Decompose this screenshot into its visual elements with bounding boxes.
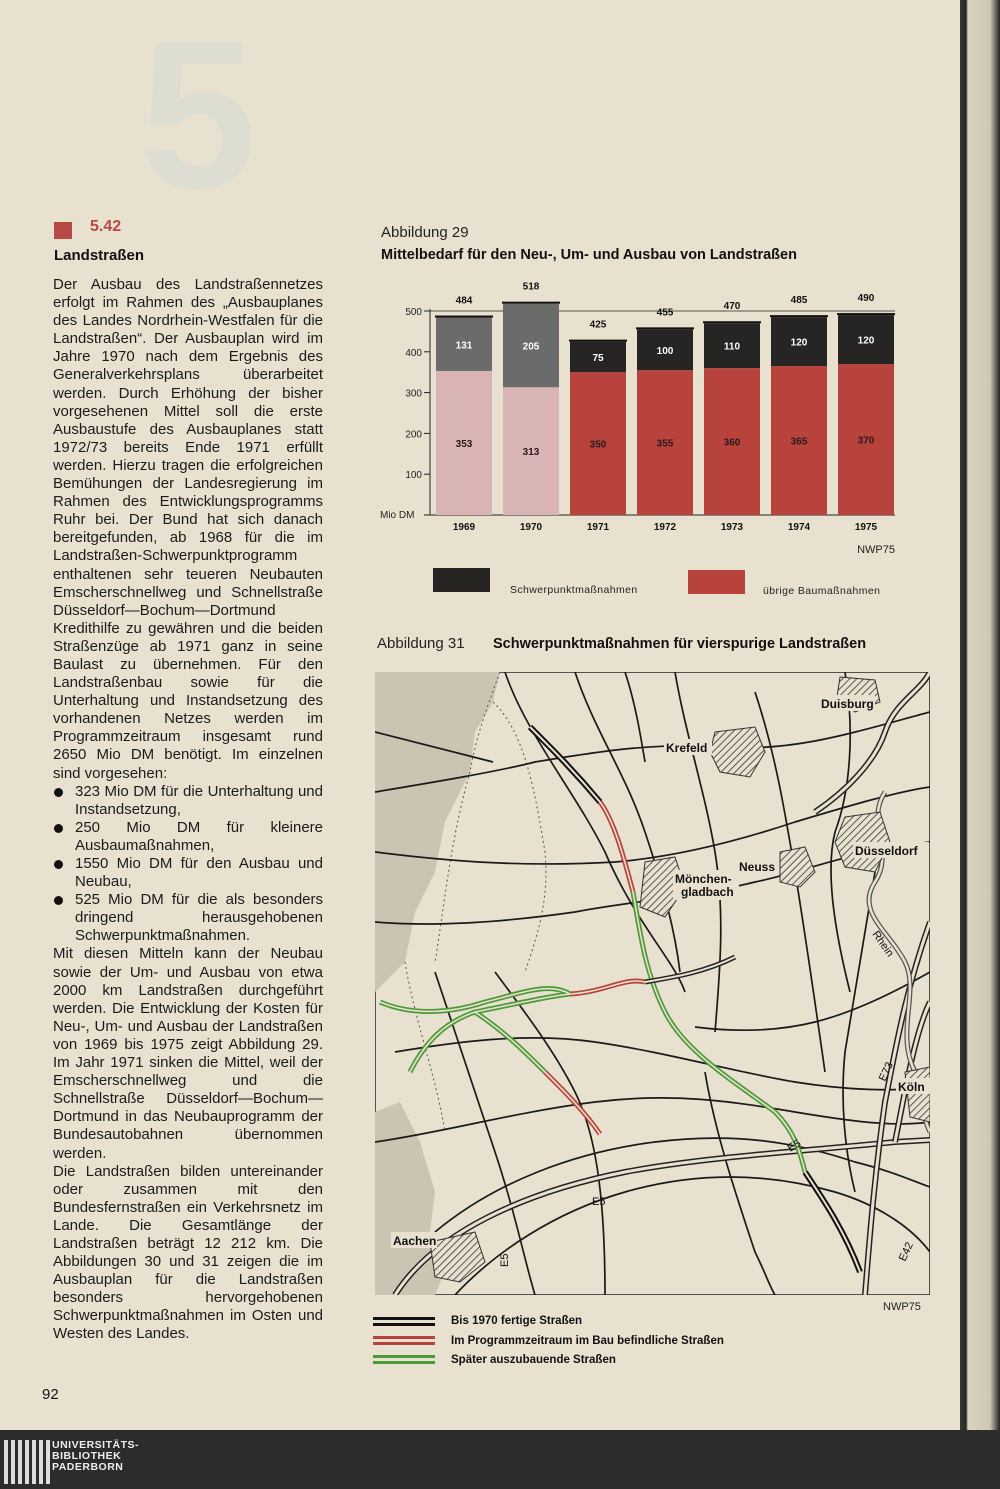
road-label-e73: E73 <box>876 1060 896 1084</box>
bar-top-edge <box>435 316 493 318</box>
data-label-schwerpunkt: 205 <box>522 341 540 353</box>
legend-swatch-schwerpunkt <box>433 568 490 592</box>
category-label: 1970 <box>519 522 543 533</box>
category-label: 1971 <box>586 522 610 533</box>
legend-built: Bis 1970 fertige Straßen <box>451 1315 583 1327</box>
legend-line-planned <box>373 1355 435 1364</box>
river-label: Rhein <box>869 928 896 960</box>
paragraph: Mit diesen Mitteln kann der Neubau sowie der Um- und Ausbau von etwa 2000 km Landstraßen durchgeführt werden. Die Entwicklung der Kosten für Neu-, Um- und Ausbau der Landstraßen von 1969 bis 1975 zeigt Abbildung 29. Im Jahr 1971 sinken die Mittel, weil der Emscherschnellweg und die Schnellstraße Düsseldorf—Bochum—Dortmund in das Neubauprogramm der Bundesautobahnen übernommen werden. <box>53 945 323 1162</box>
y-tick-label: 100 <box>405 470 422 482</box>
data-label-schwerpunkt: 131 <box>455 340 473 352</box>
map-source: NWP75 <box>883 1301 921 1313</box>
total-label: 485 <box>790 295 808 307</box>
figure29-title: Mittelbedarf für den Neu-, Um- und Ausbau von Landstraßen <box>381 247 797 263</box>
paragraph: Der Ausbau des Landstraßennetzes erfolgt im Rahmen des „Ausbauplanes des Landes Nordrhein-Westfalen für die Landstraßen“. Der Ausbauplan wird im Jahre 1970 nach dem Ergebnis des Generalverkehrsplans überarbeitet werden. Durch Erhöhung der bisher vorgesehenen Mittel soll die erste Ausbaustufe des Ausbauplanes statt 1972/73 bereits Ende 1971 erfüllt werden. Hierzu tragen die erfolgreichen Bemühungen der Landesregierung im Rahmen des Entwicklungsprogramms Ruhr bei. Der Bund hat sich danach bereitgefunden, ab 1968 für die im Landstraßen-Schwerpunktprogramm enthaltenen sehr teueren Neubauten Emscherschnellweg und Schnellstraße Düsseldorf—Bochum—Dortmund Kredithilfe zu gewähren und die beiden Straßenzüge ab 1971 ganz in seine Baulast zu übernehmen. Für den Landstraßenbau sowie für die Unterhaltung und Instandsetzung des vorhandenen Netzes werden im Programmzeitraum insgesamt rund 2650 Mio DM benötigt. Im einzelnen sind vorgesehen: <box>53 276 323 782</box>
library-name <box>52 1440 139 1473</box>
legend-label-uebrige: übrige Baumaßnahmen <box>763 585 881 597</box>
bar-top-edge <box>837 313 895 315</box>
list-item: 250 Mio DM für kleinere Ausbaumaßnahmen, <box>53 819 323 855</box>
paragraph: Die Landstraßen bilden untereinander oder zusammen mit den Bundesfernstraßen ein Verkehrsnetz im Lande. Die Gesamtlänge der Landstraßen beträgt 12 212 km. Die Abbildungen 30 und 31 zeigen die im Ausbauplan für die Landstraßen besonders hervorgehobenen Schwerpunktmaßnahmen im Osten und Westen des Landes. <box>53 1162 323 1343</box>
chart-source: NWP75 <box>857 544 895 556</box>
bar-chart <box>370 278 900 563</box>
city-label-koeln: Köln <box>898 1080 925 1094</box>
bar-top-edge <box>770 315 828 317</box>
legend-construction: Im Programmzeitraum im Bau befindliche Straßen <box>451 1335 724 1347</box>
y-tick-label: 300 <box>405 388 422 400</box>
section-number: 5.42 <box>90 218 122 235</box>
road-label-e5: E5 <box>592 1196 606 1208</box>
city-label-duisburg: Duisburg <box>821 697 874 711</box>
city-label-moenchengladbach-1: Mönchen- <box>675 872 732 886</box>
list-item: 1550 Mio DM für den Ausbau und Neubau, <box>53 855 323 891</box>
body-text <box>53 276 323 1344</box>
y-tick-label: 500 <box>405 307 422 318</box>
data-label-schwerpunkt: 110 <box>723 341 741 353</box>
data-label-uebrige: 370 <box>857 435 875 447</box>
list-item: 323 Mio DM für die Unterhaltung und Instandsetzung, <box>53 783 323 819</box>
library-line: UNIVERSITÄTS- <box>52 1439 140 1451</box>
legend-line-built <box>373 1317 435 1326</box>
data-label-uebrige: 313 <box>522 447 540 459</box>
bullet-list <box>53 783 323 946</box>
library-line: BIBLIOTHEK <box>52 1450 122 1462</box>
data-label-uebrige: 355 <box>656 438 674 450</box>
road-label-e5-east: E5 <box>785 1137 804 1155</box>
city-label-krefeld: Krefeld <box>666 741 708 755</box>
total-label: 484 <box>455 295 473 307</box>
legend-planned: Später auszubauende Straßen <box>451 1354 616 1366</box>
category-label: 1972 <box>653 522 677 533</box>
total-label: 455 <box>656 307 674 319</box>
page-edge <box>960 0 1000 1430</box>
chapter-watermark: 5 <box>140 0 257 232</box>
legend-line-construction <box>373 1336 435 1345</box>
city-label-neuss: Neuss <box>739 860 776 874</box>
data-label-uebrige: 353 <box>455 438 473 450</box>
data-label-schwerpunkt: 100 <box>656 345 674 357</box>
figure31-title: Schwerpunktmaßnahmen für vierspurige Landstraßen <box>493 636 867 652</box>
bar-top-edge <box>703 321 761 323</box>
y-axis-unit: Mio DM <box>380 510 415 521</box>
y-tick-label: 200 <box>405 429 422 441</box>
data-label-schwerpunkt: 120 <box>790 337 808 349</box>
bar-top-edge <box>569 340 627 342</box>
city-label-aachen: Aachen <box>393 1234 437 1248</box>
bar-top-edge <box>502 302 560 304</box>
y-tick-label: 400 <box>405 347 422 359</box>
section-marker <box>54 222 72 239</box>
city-label-duesseldorf: Düsseldorf <box>855 844 918 858</box>
library-logo-icon <box>4 1440 50 1484</box>
data-label-uebrige: 365 <box>790 436 808 448</box>
data-label-schwerpunkt: 120 <box>857 335 875 347</box>
data-label-schwerpunkt: 75 <box>592 352 604 364</box>
data-label-uebrige: 360 <box>723 437 741 449</box>
total-label: 490 <box>857 293 875 305</box>
city-label-moenchengladbach-2: gladbach <box>681 885 734 899</box>
category-label: 1973 <box>720 522 744 533</box>
road-label-e42: E42 <box>896 1240 916 1264</box>
library-footer <box>0 1430 1000 1489</box>
category-label: 1969 <box>452 522 476 533</box>
figure29-label: Abbildung 29 <box>381 224 469 241</box>
data-label-uebrige: 350 <box>589 439 607 451</box>
road-label-e5-aachen: E5 <box>499 1253 511 1267</box>
section-title: Landstraßen <box>54 247 145 264</box>
bar-top-edge <box>636 327 694 329</box>
category-label: 1975 <box>854 522 878 533</box>
page-number: 92 <box>42 1386 59 1403</box>
legend-swatch-uebrige <box>688 570 745 594</box>
total-label: 470 <box>723 301 741 313</box>
category-label: 1974 <box>787 522 811 533</box>
legend-label-schwerpunkt: Schwerpunktmaßnahmen <box>510 584 638 596</box>
list-item: 525 Mio DM für die als besonders dringend herausgehobenen Schwerpunktmaßnahmen. <box>53 891 323 945</box>
library-line: PADERBORN <box>52 1461 124 1473</box>
total-label: 518 <box>522 281 540 293</box>
road-map <box>375 672 930 1295</box>
total-label: 425 <box>589 319 607 331</box>
figure31-label: Abbildung 31 <box>377 635 465 652</box>
